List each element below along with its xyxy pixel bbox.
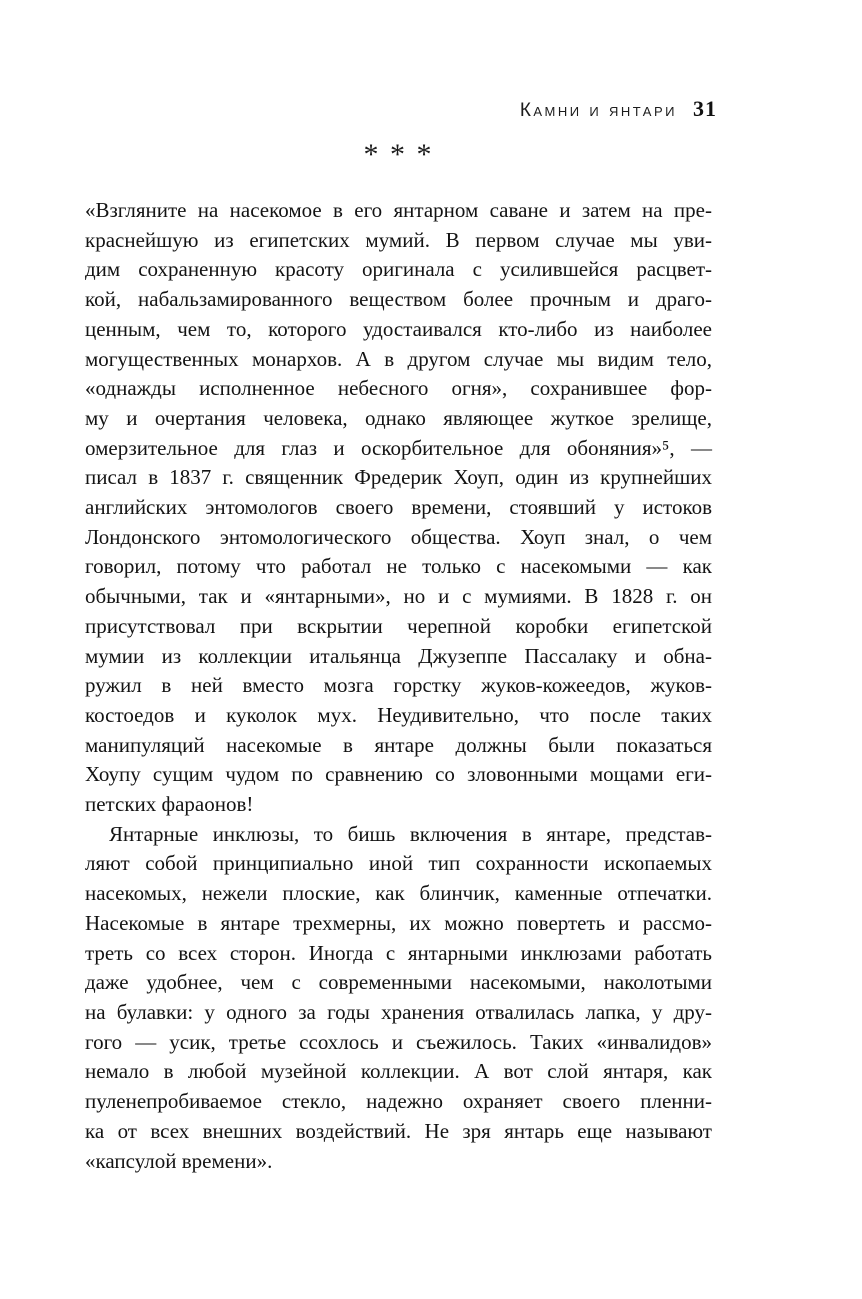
text-line: присутствовал при вскрытии черепной коробки египетской — [85, 613, 712, 638]
text-line: могущественных монархов. А в другом случае мы видим тело, — [85, 346, 712, 371]
text-line: ляют собой принципиально иной тип сохранности ископаемых — [85, 851, 712, 876]
page-number: 31 — [693, 96, 717, 121]
text-line: «однажды исполненное небесного огня», сохранившее фор- — [85, 376, 712, 401]
text-line: Лондонского энтомологического общества. Хоуп знал, о чем — [85, 524, 712, 549]
text-line: пуленепробиваемое стекло, надежно охраняет своего пленни- — [85, 1089, 712, 1114]
text-line: на булавки: у одного за годы хранения отвалилась лапка, у дру- — [85, 999, 712, 1024]
text-line: треть со всех сторон. Иногда с янтарными инклюзами работать — [85, 940, 712, 965]
text-line: немало в любой музейной коллекции. А вот слой янтаря, как — [85, 1059, 712, 1084]
text-line: говорил, потому что работал не только с насекомыми — как — [85, 554, 712, 579]
text-line: му и очертания человека, однако являющее жуткое зрелище, — [85, 405, 712, 430]
text-line: «капсулой времени». — [85, 1148, 273, 1173]
text-line: манипуляций насекомые в янтаре должны были показаться — [85, 732, 712, 757]
text-line: ценным, чем то, которого удостаивался кто-либо из наиболее — [85, 316, 712, 341]
running-head — [520, 96, 717, 122]
text-line: английских энтомологов своего времени, стоявший у истоков — [85, 495, 712, 520]
text-line: Насекомые в янтаре трехмерны, их можно повертеть и рассмо- — [85, 910, 712, 935]
text-line: дим сохраненную красоту оригинала с усилившейся расцвет- — [85, 257, 712, 282]
text-line: насекомых, нежели плоские, как блинчик, каменные отпечатки. — [85, 881, 712, 906]
text-line: мумии из коллекции итальянца Джузеппе Пассалаку и обна- — [85, 643, 712, 668]
text-line: костоедов и куколок мух. Неудивительно, что после таких — [85, 702, 712, 727]
text-line: ка от всех внешних воздействий. Не зря янтарь еще называют — [85, 1118, 712, 1143]
text-line: «Взгляните на насекомое в его янтарном саване и затем на пре- — [85, 198, 712, 222]
page-text — [85, 196, 712, 1176]
text-line: обычными, так и «янтарными», но и с мумиями. В 1828 г. он — [85, 584, 712, 609]
text-line: писал в 1837 г. священник Фредерик Хоуп, один из крупнейших — [85, 465, 712, 490]
text-line: даже удобнее, чем с современными насекомыми, наколотыми — [85, 970, 712, 995]
text-line: ружил в ней вместо мозга горстку жуков-кожеедов, жуков- — [85, 673, 712, 698]
text-line: омерзительное для глаз и оскорбительное для обоняния»⁵, — — [85, 435, 712, 460]
text-line: Хоупу сущим чудом по сравнению со зловонными мощами еги- — [85, 762, 712, 787]
text-line: петских фараонов! — [85, 792, 254, 817]
text-line: краснейшую из египетских мумий. В первом случае мы уви- — [85, 227, 712, 252]
text-line: гого — усик, третье ссохлось и съежилось. Таких «инвалидов» — [85, 1029, 712, 1054]
text-line: кой, набальзамированного веществом более прочным и драго- — [85, 287, 712, 312]
chapter-title: Камни и янтари — [519, 100, 677, 121]
section-separator: * * * — [363, 138, 434, 171]
text-line: Янтарные инклюзы, то бишь включения в янтаре, представ- — [109, 821, 712, 846]
